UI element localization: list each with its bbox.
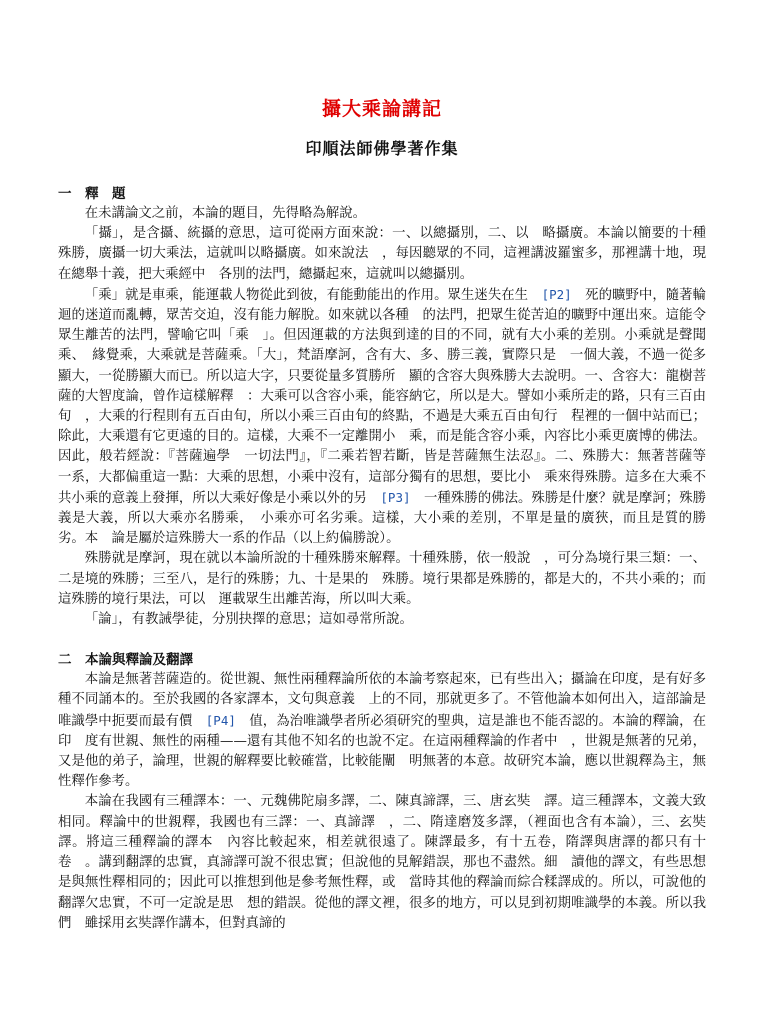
- paragraph: 在未講論文之前，本論的題目，先得略為解說。: [84, 206, 366, 221]
- section-heading: 一 釋 題: [58, 186, 126, 202]
- paragraph: 殊勝就是摩訶，現在就以本論所說的十種殊勝來解釋。十種殊勝，依一般說 ，可分為境行果三類：一、二是境的殊勝；三至八，是行的殊勝；九、十是果的 殊勝。境行果都是殊勝的，都是大的，不共小乘的；而這殊勝的境行果法，可以 運載眾生出離苦海，所以叫大乘。: [58, 551, 706, 607]
- page-ref-marker: [P2]: [541, 286, 572, 302]
- document-title: 攝大乘論講記: [321, 98, 442, 120]
- paragraph: 「乘」就是車乘，能運載人物從此到彼，有能動能出的作用。眾生迷失在生 [P2] 死的曠野中，隨著輪迴的迷道而亂轉，眾苦交迫，沒有能力解脫。如來就以各種 的法門，把眾生從苦迫的曠野中運出來。這能令眾生離苦的法門，譬喻它叫「乘 」。但因運載的方法與到達的目的不同，就有大小乘的差別。小乘就是聲聞乘、 緣覺乘，大乘就是菩薩乘。「大」，梵語摩訶，含有大、多、勝三義，實際只是 一個大義，不過一從多顯大，一從勝顯大而已。所以這大字，只要從量多質勝所 顯的含容大與殊勝大去說明。一、含容大：龍樹菩薩的大智度論，曾作這樣解釋 ：大乘可以含容小乘，能容納它，所以是大。譬如小乘所走的路，只有三百由旬 ，大乘的行程則有五百由旬，所以小乘三百由旬的終點，不過是大乘五百由旬行 程裡的一個中站而已；除此，大乘還有它更遠的目的。這樣，大乘不一定離開小 乘，而是能含容小乘，內容比小乘更廣博的佛法。因此，般若經說：『菩薩遍學 一切法門』，『二乘若智若斷，皆是菩薩無生法忍』。二、殊勝大：無著菩薩等 一系，大都偏重這一點：大乘的思想，小乘中沒有，這部分獨有的思想，要比小 乘來得殊勝。這多在大乘不共小乘的意義上發揮，所以大乘好像是小乘以外的另 [P3] 一種殊勝的佛法。殊勝是什麼？就是摩訶；殊勝義是大義，所以大乘亦名勝乘， 小乘亦可名劣乘。這樣，大小乘的差別，不單是量的廣狹，而且是質的勝劣。本 論是屬於這殊勝大一系的作品（以上約偏勝說）。: [58, 286, 720, 547]
- paragraph: 本論在我國有三種譯本：一、元魏佛陀扇多譯，二、陳真諦譯，三、唐玄奘 譯。這三種譯本，文義大致相同。釋論中的世親釋，我國也有三譯：一、真諦譯 ，二、隋達磨笈多譯，（裡面也含有本論），三、玄奘譯。將這三種釋論的譯本 內容比較起來，相差就很遠了。陳譯最多，有十五卷，隋譯與唐譯的都只有十卷 。講到翻譯的忠實，真諦譯可說不很忠實；但說他的見解錯誤，那也不盡然。細 讀他的譯文，有些思想是與無性釋相同的；因此可以推想到他是參考無性釋，或 當時其他的釋論而綜合糅譯成的。所以，可說他的翻譯欠忠實，不可一定說是思 想的錯誤。從他的譯文裡，很多的地方，可以見到初期唯識學的本義。所以我們 雖採用玄奘譯作講本，但對真諦的: [58, 794, 706, 931]
- paragraph: 本論是無著菩薩造的。從世親、無性兩種釋論所依的本論考察起來，已有些出入；攝論在印度，是有好多種不同誦本的。至於我國的各家譯本，文句與意義 上的不同，那就更多了。不管他論本如何出入，這部論是唯識學中扼要而最有價 [P4] 值，為治唯識學者所必須研究的聖典，這是誰也不能否認的。本論的釋論，在印 度有世親、無性的兩種——還有其他不知名的也說不定。在這兩種釋論的作者中 ，世親是無著的兄弟，又是他的弟子，論理，世親的解釋要比較確當，比較能闡 明無著的本意。故研究本論，應以世親釋為主，無性釋作參考。: [58, 672, 707, 790]
- section-heading: 二 本論與釋論及翻譯: [58, 652, 193, 669]
- document-subtitle: 印順法師佛學著作集: [305, 139, 459, 158]
- paragraph: 「論」，有教誡學徒，分別抉擇的意思；這如尋常所說。: [84, 612, 413, 628]
- page-ref-marker: [P4]: [205, 712, 236, 728]
- page-ref-marker: [P3]: [380, 489, 411, 505]
- section-1: [58, 184, 720, 630]
- paragraph: 「攝」，是含攝、統攝的意思，這可從兩方面來說：一、以總攝別，二、以 略攝廣。本論以簡要的十種殊勝，廣攝一切大乘法，這就叫以略攝廣。如來說法 ，每因聽眾的不同，這裡講波羅蜜多，那裡講十地，現在總舉十義，把大乘經中 各別的法門，總攝起來，這就叫以總攝別。: [58, 226, 706, 282]
- section-2: [58, 650, 706, 934]
